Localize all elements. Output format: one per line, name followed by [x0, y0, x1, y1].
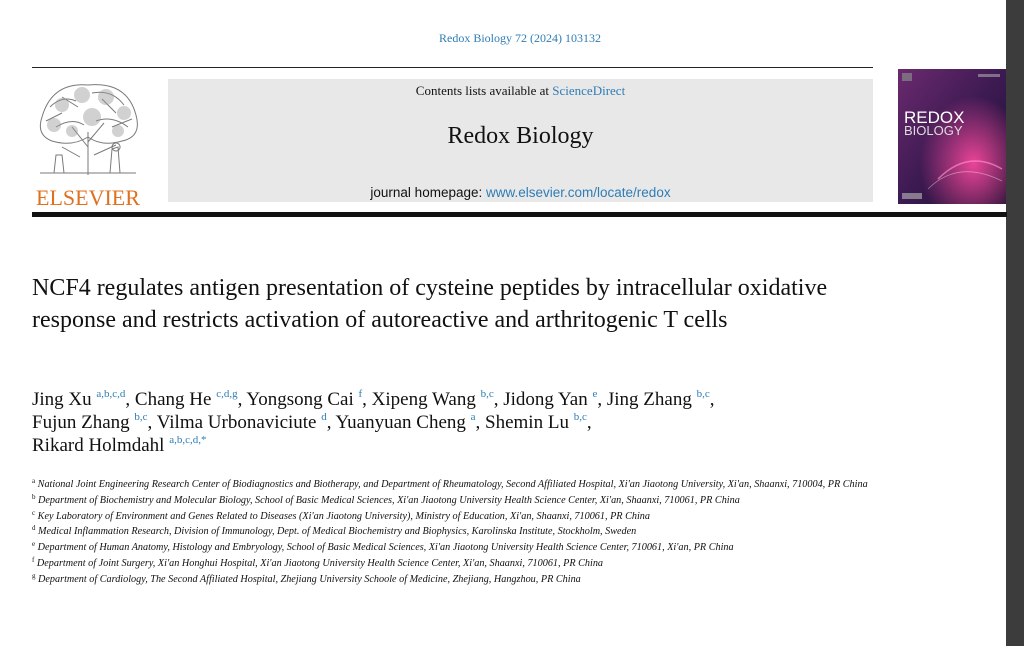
sciencedirect-link[interactable]: ScienceDirect: [552, 83, 626, 98]
author-affiliation-marks[interactable]: a: [470, 411, 476, 423]
author-affiliation-marks[interactable]: a,b,c,d: [96, 388, 126, 400]
header-bottom-rule: [32, 212, 1007, 217]
author-affiliation-marks[interactable]: b,c: [573, 411, 587, 423]
author-separator: ,: [597, 389, 607, 410]
author-separator: ,: [493, 389, 504, 410]
affiliation-item: [32, 540, 872, 556]
cover-title-line2: BIOLOGY: [904, 123, 963, 138]
affiliation-text: Medical Inflammation Research, Division of Immunology, Dept. of Medical Biochemistry and Biophysics, Karolinska Institute, Stockholm, Sweden: [35, 526, 637, 538]
author-separator: ,: [586, 412, 592, 433]
author[interactable]: [372, 389, 504, 410]
author-affiliation-marks[interactable]: b,c: [480, 388, 494, 400]
journal-title: Redox Biology: [447, 123, 594, 149]
author-affiliation-marks[interactable]: f: [358, 388, 363, 400]
author[interactable]: [157, 412, 336, 433]
author-name: Vilma Urbonaviciute: [156, 412, 317, 433]
author-name: Chang He: [134, 389, 212, 410]
author-separator: ,: [237, 389, 247, 410]
author[interactable]: [32, 435, 206, 456]
author[interactable]: [246, 389, 371, 410]
author-separator: ,: [709, 389, 715, 410]
journal-info-panel: [168, 79, 873, 202]
author[interactable]: [336, 412, 485, 433]
author-name: Jing Xu: [32, 389, 92, 410]
author[interactable]: [607, 389, 715, 410]
affiliation-text: National Joint Engineering Research Center of Biodiagnostics and Biotherapy, and Department of Rheumatology, Second Affiliated Hospital, Xi'an Jiaotong University, Xi'an, Shaanxi, 710004, PR China: [35, 479, 868, 490]
affiliation-text: Department of Joint Surgery, Xi'an Honghui Hospital, Xi'an Jiaotong University Health Science Center, Xi'an, Shaanxi, 710061, PR China: [34, 557, 604, 569]
author[interactable]: [503, 389, 607, 410]
author[interactable]: [32, 389, 135, 410]
affiliation-key: c: [32, 508, 36, 517]
author-affiliation-marks[interactable]: a,b,c,d,*: [169, 434, 207, 446]
author-affiliation-marks[interactable]: b,c: [134, 411, 148, 423]
affiliation-item: [32, 509, 872, 525]
journal-cover-image[interactable]: [898, 69, 1006, 204]
author-separator: ,: [362, 389, 372, 410]
affiliation-text: Department of Human Anatomy, Histology and Embryology, School of Basic Medical Sciences, Xi'an Jiaotong University Health Science Center, 710061, Xi'an, PR China: [35, 542, 734, 554]
homepage-link[interactable]: www.elsevier.com/locate/redox: [486, 185, 671, 200]
affiliation-text: Department of Biochemistry and Molecular Biology, School of Basic Medical Sciences, Xi'an Jiaotong University Health Science Center, Xi'an, Shaanxi, 710061, PR China: [35, 494, 740, 506]
affiliation-key: g: [32, 571, 36, 580]
author-name: Fujun Zhang: [32, 412, 130, 433]
affiliation-item: [32, 477, 872, 493]
article-title: NCF4 regulates antigen presentation of cysteine peptides by intracellular oxidative response and restricts activation of autoreactive and arthritogenic T cells: [32, 275, 828, 333]
affiliation-text: Key Laboratory of Environment and Genes Related to Diseases (Xi'an Jiaotong University), Ministry of Education, Xi'an, Shaanxi, 710061, PR China: [35, 510, 650, 522]
author-affiliation-marks[interactable]: e: [592, 388, 598, 400]
author-affiliation-marks[interactable]: d: [321, 411, 327, 423]
author-name: Xipeng Wang: [371, 389, 476, 410]
author-name: Shemin Lu: [485, 412, 569, 433]
affiliation-key: e: [32, 540, 36, 549]
author-affiliation-marks[interactable]: c,d,g: [216, 388, 238, 400]
author-list: [32, 388, 882, 457]
contents-line: Contents lists available at ScienceDirect: [415, 83, 626, 98]
window-edge: [1006, 0, 1024, 646]
affiliation-key: d: [32, 524, 36, 533]
author-name: Rikard Holmdahl: [32, 435, 165, 456]
affiliation-key: a: [32, 477, 36, 485]
affiliation-text: Department of Cardiology, The Second Affiliated Hospital, Zhejiang University Schoole of Medicine, Zhejiang, Hangzhou, PR China: [35, 573, 581, 585]
affiliation-item: [32, 556, 872, 572]
affiliation-item: [32, 524, 872, 540]
author[interactable]: [485, 412, 592, 433]
author-name: Jing Zhang: [606, 389, 692, 410]
journal-masthead: [32, 69, 1007, 213]
affiliation-key: b: [32, 492, 36, 501]
homepage-line: journal homepage: www.elsevier.com/locate/redox: [370, 185, 671, 200]
header-top-rule: [32, 67, 873, 68]
author-name: Yongsong Cai: [246, 389, 354, 410]
author-name: Jidong Yan: [503, 389, 588, 410]
author-separator: ,: [147, 412, 157, 433]
affiliation-list: [32, 477, 872, 588]
author-separator: ,: [326, 412, 336, 433]
elsevier-logo[interactable]: [32, 77, 144, 210]
author[interactable]: [135, 389, 246, 410]
elsevier-tree-icon: [32, 77, 144, 177]
affiliation-item: [32, 493, 872, 509]
author-affiliation-marks[interactable]: b,c: [696, 388, 710, 400]
affiliation-item: [32, 572, 872, 588]
affiliation-key: f: [32, 555, 35, 564]
elsevier-wordmark: ELSEVIER: [36, 185, 140, 210]
journal-citation[interactable]: Redox Biology 72 (2024) 103132: [439, 31, 601, 45]
cover-artwork: [898, 69, 1006, 204]
author[interactable]: [32, 412, 157, 433]
author-name: Yuanyuan Cheng: [335, 412, 466, 433]
cover-title-line1: REDOX: [904, 108, 965, 127]
author-separator: ,: [475, 412, 486, 433]
author-separator: ,: [125, 389, 135, 410]
